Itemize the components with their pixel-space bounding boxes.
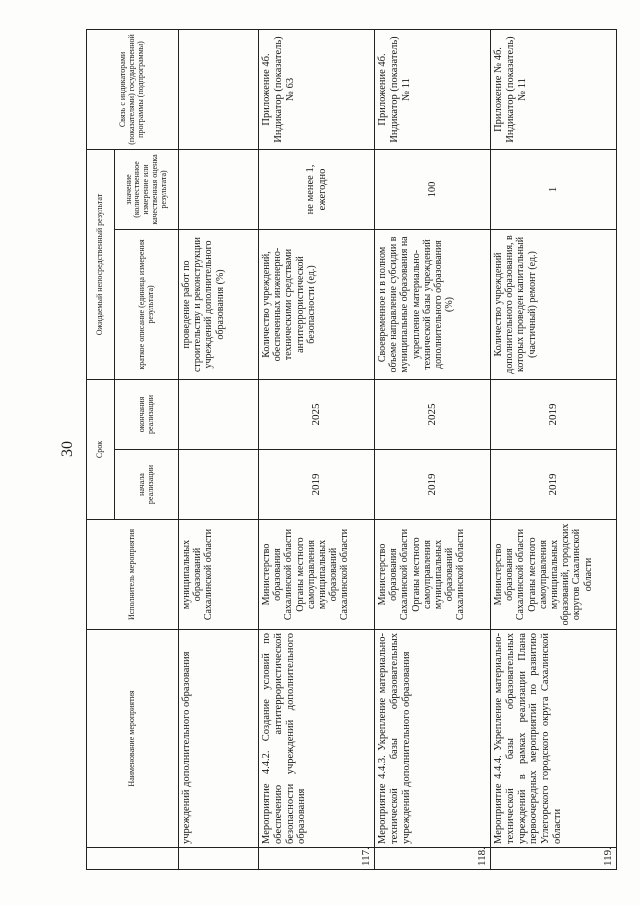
document-page xyxy=(86,30,616,870)
row-executor: муниципальных образований Сахалинской области xyxy=(179,520,259,630)
header-expected: Ожидаемый непосредственный результат xyxy=(87,149,115,379)
table-row xyxy=(179,29,259,869)
row-value xyxy=(179,149,259,229)
row-value: 100 xyxy=(375,149,491,229)
header-num xyxy=(87,848,179,870)
header-short-desc: краткое описание (единица измерения результата) xyxy=(115,229,179,379)
row-description: Количество учреждений, обеспеченных инженерно-техническими средствами антитеррористической безопасности (ед.) xyxy=(259,229,375,379)
header-value: значение (количественное измерение или качественная оценка результата) xyxy=(115,149,179,229)
row-num: 118. xyxy=(375,848,491,870)
row-start: 2019 xyxy=(491,450,617,520)
row-executor: Министерство образования Сахалинской области Органы местного самоуправления муниципальных образований, городских округов Сахалинской области xyxy=(491,520,617,630)
row-start xyxy=(179,450,259,520)
row-link: Приложение 4б. Индикатор (показатель) № 63 xyxy=(259,29,375,149)
header-executor: Исполнитель мероприятия xyxy=(87,520,179,630)
row-executor: Министерство образования Сахалинской области Органы местного самоуправления муниципальных образований Сахалинской области xyxy=(375,520,491,630)
row-description: Своевременное и в полном объеме направление субсидии в муниципальные образования на укрепление материально-технической базы учреждений дополнительного образования (%) xyxy=(375,229,491,379)
row-description: Количество учреждений дополнительного образования, в которых проведен капитальный (частичный) ремонт (ед.) xyxy=(491,229,617,379)
row-name: Мероприятие 4.4.2. Создание условий по обеспечению антитеррористической безопасности учреждений дополнительного образования xyxy=(259,630,375,848)
row-end xyxy=(179,379,259,449)
row-num: 119. xyxy=(491,848,617,870)
rotated-content xyxy=(86,30,616,870)
row-name: учреждений дополнительного образования xyxy=(179,630,259,848)
table-row xyxy=(491,29,617,869)
row-start: 2019 xyxy=(259,450,375,520)
row-start: 2019 xyxy=(375,450,491,520)
row-end: 2025 xyxy=(375,379,491,449)
row-value: не менее 1, ежегодно xyxy=(259,149,375,229)
row-link xyxy=(179,29,259,149)
row-num xyxy=(179,848,259,870)
row-name: Мероприятие 4.4.3. Укрепление материально-технической базы образовательных учреждений дополнительного образования xyxy=(375,630,491,848)
row-link: Приложение № 4б. Индикатор (показатель) № 11 xyxy=(491,29,617,149)
header-link: Связь с индикаторами (показателями) государственной программы (подпрограммы) xyxy=(87,29,179,149)
row-executor: Министерство образования Сахалинской области Органы местного самоуправления муниципальных образований Сахалинской области xyxy=(259,520,375,630)
header-name: Наименование мероприятия xyxy=(87,630,179,848)
row-value: 1 xyxy=(491,149,617,229)
table-row xyxy=(375,29,491,869)
row-num: 117. xyxy=(259,848,375,870)
header-start: начала реализации xyxy=(115,450,179,520)
row-link: Приложение 4б. Индикатор (показатель) № 11 xyxy=(375,29,491,149)
page-number: 30 xyxy=(59,441,76,457)
header-end: окончания реализации xyxy=(115,379,179,449)
row-end: 2019 xyxy=(491,379,617,449)
table-header xyxy=(87,29,179,869)
table-row xyxy=(259,29,375,869)
header-term: Срок xyxy=(87,379,115,519)
measures-table xyxy=(86,29,617,870)
row-end: 2025 xyxy=(259,379,375,449)
row-name: Мероприятие 4.4.4. Укрепление материально-технической базы образовательных учреждений в рамках реализации Плана первоочередных мероприятий по развитию Углегорского городского округа Сахалинской области xyxy=(491,630,617,848)
row-description: проведение работ по строительству и реконструкции учреждений дополнительного образования (%) xyxy=(179,229,259,379)
